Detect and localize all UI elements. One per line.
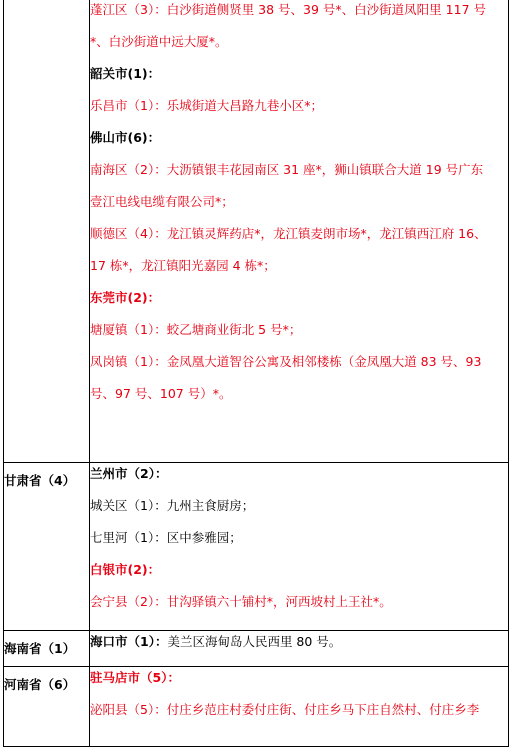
list-item xyxy=(90,631,508,653)
table-row xyxy=(4,631,509,667)
list-item: 南海区（2）：大沥镇银丰花园南区 31 座*，狮山镇联合大道 19 号广东 xyxy=(90,162,484,177)
city-heading: 佛山市(6)： xyxy=(90,130,161,145)
list-item: 顺德区（4）：龙江镇灵辉药店*，龙江镇麦朗市场*，龙江镇西江府 16、 xyxy=(90,226,487,241)
province-cell xyxy=(4,631,90,667)
list-item: 塘厦镇（1）：蛟乙塘商业街北 5 号*； xyxy=(90,322,302,337)
locations-cell xyxy=(90,667,509,747)
city-heading: 兰州市（2）： xyxy=(90,466,168,481)
province-cell xyxy=(4,0,90,463)
province-label: 甘肃省（4） xyxy=(4,473,76,488)
locations-cell xyxy=(90,631,509,667)
province-label: 河南省（6） xyxy=(4,677,76,692)
list-item: 会宁县（2）：甘沟驿镇六十铺村*，河西坡村上王社*。 xyxy=(90,594,392,609)
table-row xyxy=(4,667,509,747)
locations-cell xyxy=(90,0,509,463)
city-heading: 海口市（1）： xyxy=(90,634,168,649)
list-item: 凤岗镇（1）：金凤凰大道智谷公寓及相邻楼栋（金凤凰大道 83 号、93 xyxy=(90,354,482,369)
outbreak-location-table xyxy=(3,0,509,747)
city-heading: 东莞市(2)： xyxy=(90,290,161,305)
list-item: *、白沙街道中远大厦*。 xyxy=(90,34,228,49)
table-row xyxy=(4,463,509,631)
list-item: 号、97 号、107 号）*。 xyxy=(90,386,232,401)
city-heading: 韶关市(1)： xyxy=(90,66,161,81)
list-item: 壹江电线电缆有限公司*； xyxy=(90,194,234,209)
list-item: 泌阳县（5）：付庄乡范庄村委付庄街、付庄乡马下庄自然村、付庄乡李 xyxy=(90,702,480,717)
province-cell xyxy=(4,463,90,631)
locations-cell xyxy=(90,463,509,631)
city-heading: 白银市(2)： xyxy=(90,562,161,577)
list-item: 17 栋*，龙江镇阳光嘉园 4 栋*； xyxy=(90,258,276,273)
list-item: 城关区（1）：九州主食厨房； xyxy=(90,498,255,513)
city-heading: 驻马店市（5）： xyxy=(90,670,180,685)
province-label: 海南省（1） xyxy=(4,641,76,656)
list-item: 乐昌市（1）：乐城街道大昌路九巷小区*； xyxy=(90,98,323,113)
table-row xyxy=(4,0,509,463)
province-cell xyxy=(4,667,90,747)
list-item: 七里河（1）：区中参雅园； xyxy=(90,530,242,545)
list-item: 蓬江区（3）：白沙街道侧贤里 38 号、39 号*、白沙街道凤阳里 117 号 xyxy=(90,2,486,17)
location-text: 美兰区海甸岛人民西里 80 号。 xyxy=(167,634,342,649)
